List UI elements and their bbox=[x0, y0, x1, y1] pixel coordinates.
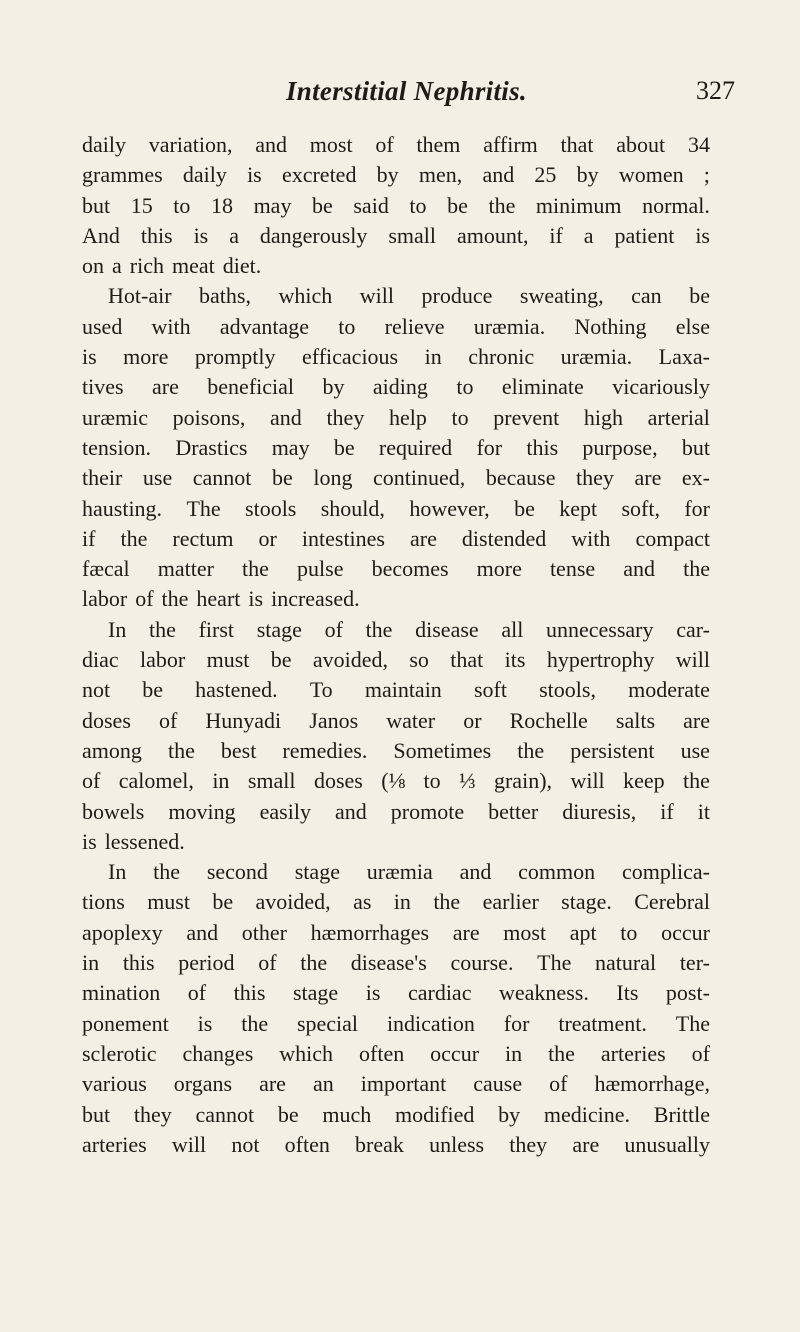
text-line: is more promptly efficacious in chronic uræmia. Laxa- bbox=[82, 344, 710, 370]
text-line: but they cannot be much modified by medicine. Brittle bbox=[82, 1101, 710, 1127]
text-line: is lessened. bbox=[82, 828, 185, 854]
text-line: but 15 to 18 may be said to be the minimum normal. bbox=[82, 192, 710, 218]
text-line: In the first stage of the disease all unnecessary car- bbox=[108, 616, 710, 642]
text-line: not be hastened. To maintain soft stools, moderate bbox=[82, 677, 710, 703]
text-line: on a rich meat diet. bbox=[82, 253, 262, 279]
running-head bbox=[0, 76, 800, 116]
text-line: doses of Hunyadi Janos water or Rochelle salts are bbox=[82, 707, 710, 733]
text-line: used with advantage to relieve uræmia. Nothing else bbox=[82, 313, 710, 339]
text-line: And this is a dangerously small amount, if a patient is bbox=[82, 222, 710, 248]
text-line: of calomel, in small doses (⅛ to ⅓ grain), will keep the bbox=[82, 768, 710, 794]
running-title: Interstitial Nephritis. bbox=[286, 76, 527, 106]
text-line: uræmic poisons, and they help to prevent high arterial bbox=[82, 404, 710, 430]
text-line: tension. Drastics may be required for this purpose, but bbox=[82, 434, 710, 460]
text-line: fæcal matter the pulse becomes more tense and the bbox=[82, 556, 710, 582]
text-line: their use cannot be long continued, because they are ex- bbox=[82, 465, 710, 491]
text-line: various organs are an important cause of hæmorrhage, bbox=[82, 1071, 710, 1097]
text-line: tives are beneficial by aiding to eliminate vicariously bbox=[82, 374, 710, 400]
text-line: hausting. The stools should, however, be kept soft, for bbox=[82, 495, 710, 521]
text-line: if the rectum or intestines are distended with compact bbox=[82, 525, 710, 551]
text-line: tions must be avoided, as in the earlier stage. Cerebral bbox=[82, 889, 710, 915]
text-line: grammes daily is excreted by men, and 25 by women ; bbox=[82, 162, 710, 188]
text-line: daily variation, and most of them affirm that about 34 bbox=[82, 132, 710, 157]
text-line: in this period of the disease's course. The natural ter- bbox=[82, 950, 710, 976]
text-line: ponement is the special indication for treatment. The bbox=[82, 1010, 710, 1036]
text-line: mination of this stage is cardiac weakness. Its post- bbox=[82, 980, 710, 1006]
text-line: apoplexy and other hæmorrhages are most apt to occur bbox=[82, 919, 710, 945]
text-line: Hot-air baths, which will produce sweating, can be bbox=[108, 283, 710, 309]
text-line: arteries will not often break unless they are unusually bbox=[82, 1131, 710, 1157]
text-line: among the best remedies. Sometimes the persistent use bbox=[82, 737, 710, 763]
text-line: bowels moving easily and promote better diuresis, if it bbox=[82, 798, 710, 824]
text-line: diac labor must be avoided, so that its hypertrophy will bbox=[82, 647, 710, 673]
text-line: sclerotic changes which often occur in the arteries of bbox=[82, 1040, 710, 1066]
body-text bbox=[82, 130, 710, 1160]
text-line: In the second stage uræmia and common complica- bbox=[108, 859, 710, 885]
text-line: labor of the heart is increased. bbox=[82, 586, 360, 612]
page-number: 327 bbox=[696, 76, 735, 105]
